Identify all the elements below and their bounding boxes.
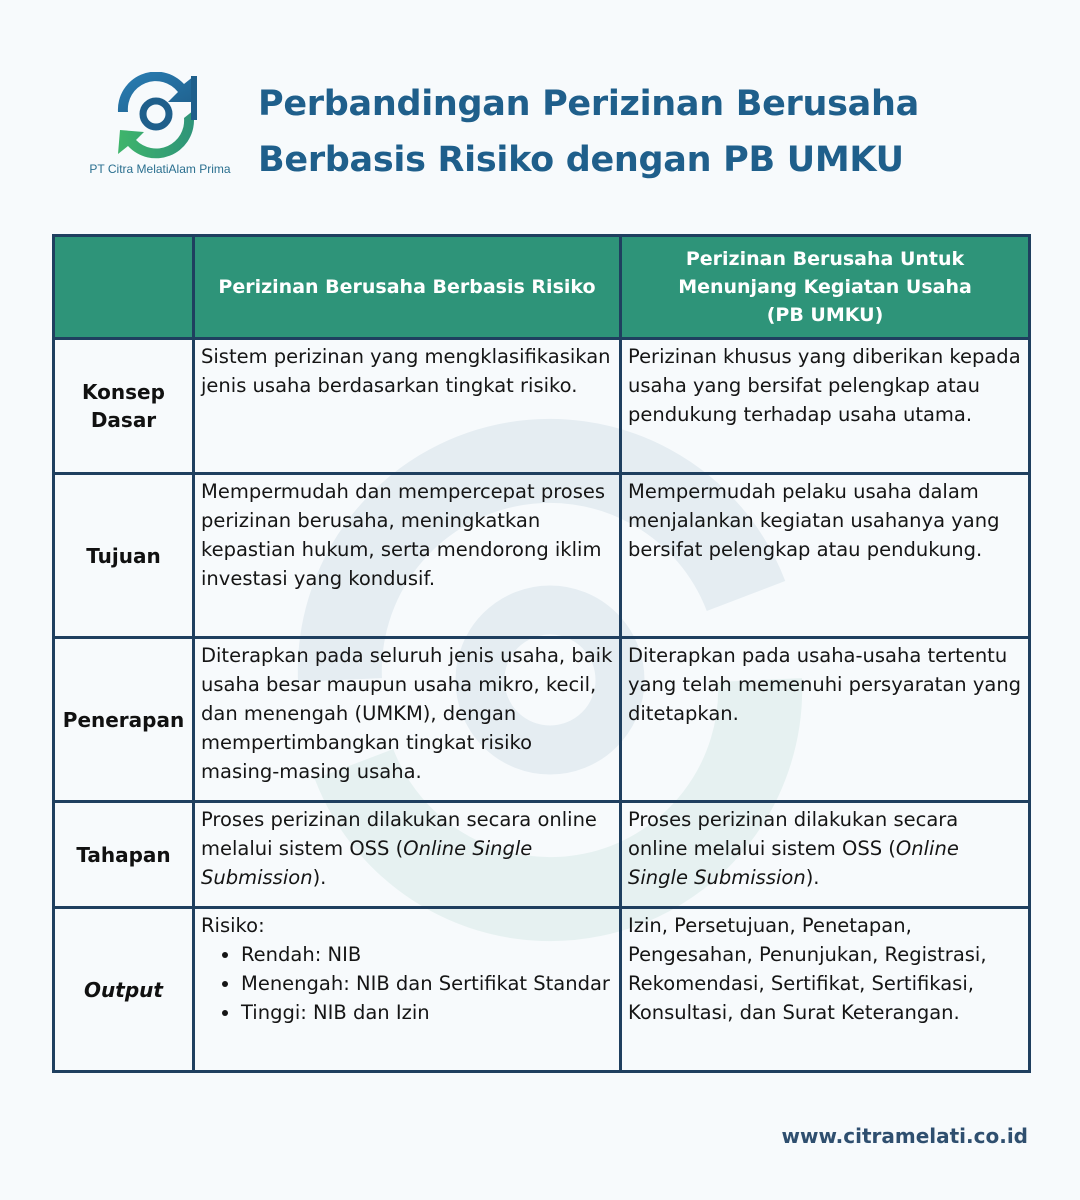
page-title [258,76,1038,188]
page-title-line-1: Perbandingan Perizinan Berusaha [258,84,919,124]
text-span: ). [805,866,820,889]
list-item: • Menengah: NIB dan Sertifikat Standar [241,969,613,998]
text-span: Proses perizinan dilakukan secara online melalui sistem OSS ( [628,808,959,860]
cell-umku-output: Izin, Persetujuan, Penetapan, Pengesahan, Penunjukan, Registrasi, Rekomendasi, Sertifikat, Sertifikasi, Konsultasi, dan Surat Keterangan. [621,908,1030,1072]
table-header-row [54,236,1030,339]
row-label-tujuan: Tujuan [54,474,194,638]
italic-term: Online Single Submission [201,837,533,889]
comparison-table [52,234,1031,1073]
header-pb-umku-line-3: (PB UMKU) [766,304,884,326]
row-label-output: Output [54,908,194,1072]
text-span: ). [312,866,327,889]
table-row [54,802,1030,908]
risk-list [201,940,613,1027]
row-label-konsep-dasar [54,339,194,474]
cell-risk-tahapan [194,802,621,908]
cell-risk-konsep: Sistem perizinan yang mengklasifikasikan jenis usaha berdasarkan tingkat risiko. [194,339,621,474]
row-label-penerapan: Penerapan [54,638,194,802]
header [0,0,1080,220]
row-label-line-1: Konsep [82,380,165,404]
text-span: Proses perizinan dilakukan secara online melalui sistem OSS ( [201,808,597,860]
italic-term: Online Single Submission [628,837,959,889]
risk-intro: Risiko: [201,914,265,937]
table-row [54,638,1030,802]
footer-url[interactable]: www.citramelati.co.id [781,1124,1028,1148]
page-title-line-2: Berbasis Risiko dengan PB UMKU [258,140,904,180]
header-risk-based: Perizinan Berusaha Berbasis Risiko [194,236,621,339]
list-item: • Rendah: NIB [241,940,613,969]
row-label-tahapan: Tahapan [54,802,194,908]
table-row [54,908,1030,1072]
cell-risk-tujuan: Mempermudah dan mempercepat proses perizinan berusaha, meningkatkan kepastian hukum, serta mendorong iklim investasi yang kondusif. [194,474,621,638]
cell-risk-penerapan: Diterapkan pada seluruh jenis usaha, baik usaha besar maupun usaha mikro, kecil, dan menengah (UMKM), dengan mempertimbangkan tingkat risiko masing-masing usaha. [194,638,621,802]
circular-arrows-logo-icon [108,72,212,160]
table-row [54,474,1030,638]
row-label-line-2: Dasar [90,408,157,432]
cell-umku-konsep: Perizinan khusus yang diberikan kepada usaha yang bersifat pelengkap atau pendukung terhadap usaha utama. [621,339,1030,474]
list-item: • Tinggi: NIB dan Izin [241,998,613,1027]
cell-umku-tujuan: Mempermudah pelaku usaha dalam menjalankan kegiatan usahanya yang bersifat pelengkap atau pendukung. [621,474,1030,638]
cell-umku-tahapan [621,802,1030,908]
header-pb-umku-line-2: Menunjang Kegiatan Usaha [678,276,972,298]
cell-umku-penerapan: Diterapkan pada usaha-usaha tertentu yang telah memenuhi persyaratan yang ditetapkan. [621,638,1030,802]
logo-text: PT Citra MelatiAlam Prima [89,162,231,176]
table-row [54,339,1030,474]
header-pb-umku [621,236,1030,339]
header-pb-umku-line-1: Perizinan Berusaha Untuk [685,248,965,270]
cell-risk-output [194,908,621,1072]
company-logo [70,72,250,182]
header-empty-cell [54,236,194,339]
